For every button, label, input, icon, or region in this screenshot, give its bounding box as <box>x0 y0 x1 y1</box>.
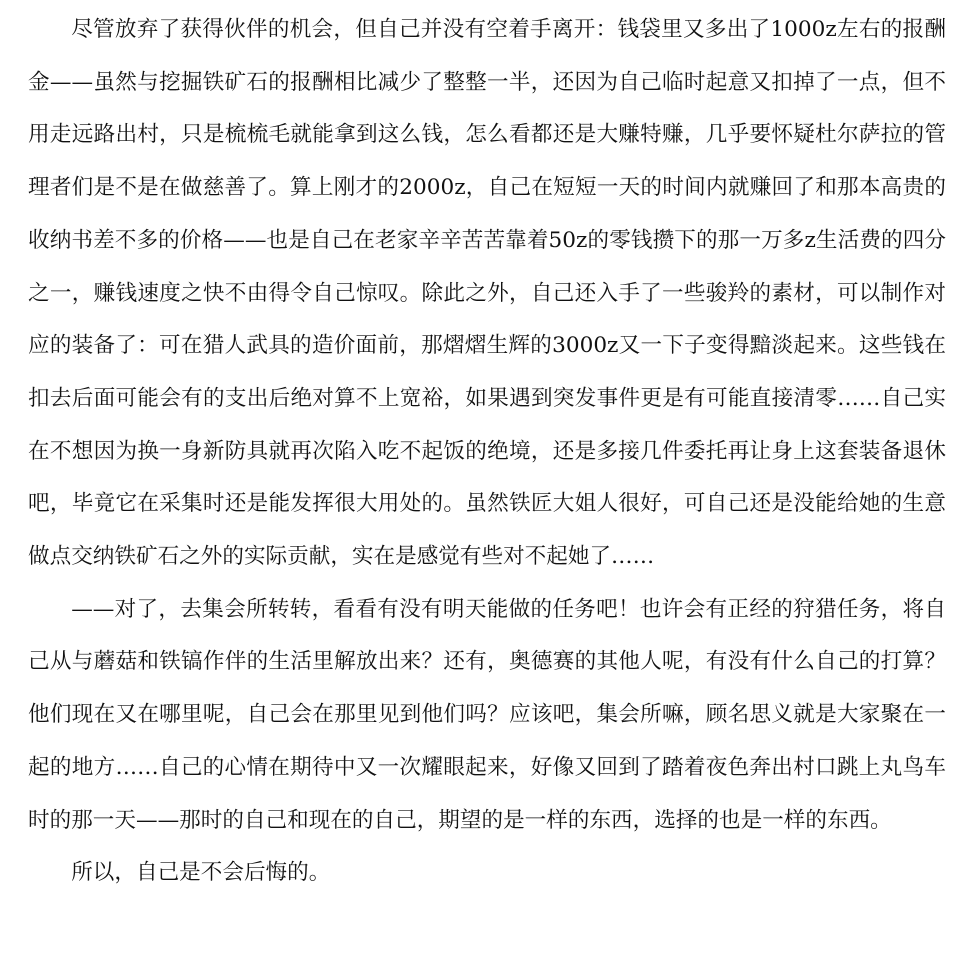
document-page <box>28 0 946 900</box>
paragraph-no-regret: 所以，自己是不会后悔的。 <box>71 860 331 886</box>
paragraph-earnings-reflection: 尽管放弃了获得伙伴的机会，但自己并没有空着手离开：钱袋里又多出了1000z左右的报酬金——虽然与挖掘铁矿石的报酬相比减少了整整一半，还因为自己临时起意又扣掉了一点，但不用走远路出村，只是梳梳毛就能拿到这么钱，怎么看都还是大赚特赚，几乎要怀疑杜尔萨拉的管理者们是不是在做慈善了。算上刚才的2000z，自己在短短一天的时间内就赚回了和那本高贵的收纳书差不多的价格——也是自己在老家辛辛苦苦靠着50z的零钱攒下的那一万多z生活费的四分之一，赚钱速度之快不由得令自己惊叹。除此之外，自己还入手了一些骏羚的素材，可以制作对应的装备了：可在猎人武具的造价面前，那熠熠生辉的3000z又一下子变得黯淡起来。这些钱在扣去后面可能会有的支出后绝对算不上宽裕，如果遇到突发事件更是有可能直接清零……自己实在不想因为换一身新防具就再次陷入吃不起饭的绝境，还是多接几件委托再让身上这套装备退休吧，毕竟它在采集时还是能发挥很大用处的。虽然铁匠大姐人很好，可自己还是没能给她的生意做点交纳铁矿石之外的实际贡献，实在是感觉有些对不起她了…… <box>28 17 946 570</box>
paragraph-gathering-hall-plan: ——对了，去集会所转转，看看有没有明天能做的任务吧！也许会有正经的狩猎任务，将自己从与蘑菇和铁镐作伴的生活里解放出来？还有，奥德赛的其他人呢，有没有什么自己的打算？他们现在又在哪里呢，自己会在那里见到他们吗？应该吧，集会所嘛，顾名思义就是大家聚在一起的地方……自己的心情在期待中又一次耀眼起来，好像又回到了踏着夜色奔出村口跳上丸鸟车时的那一天——那时的自己和现在的自己，期望的是一样的东西，选择的也是一样的东西。 <box>28 596 946 833</box>
